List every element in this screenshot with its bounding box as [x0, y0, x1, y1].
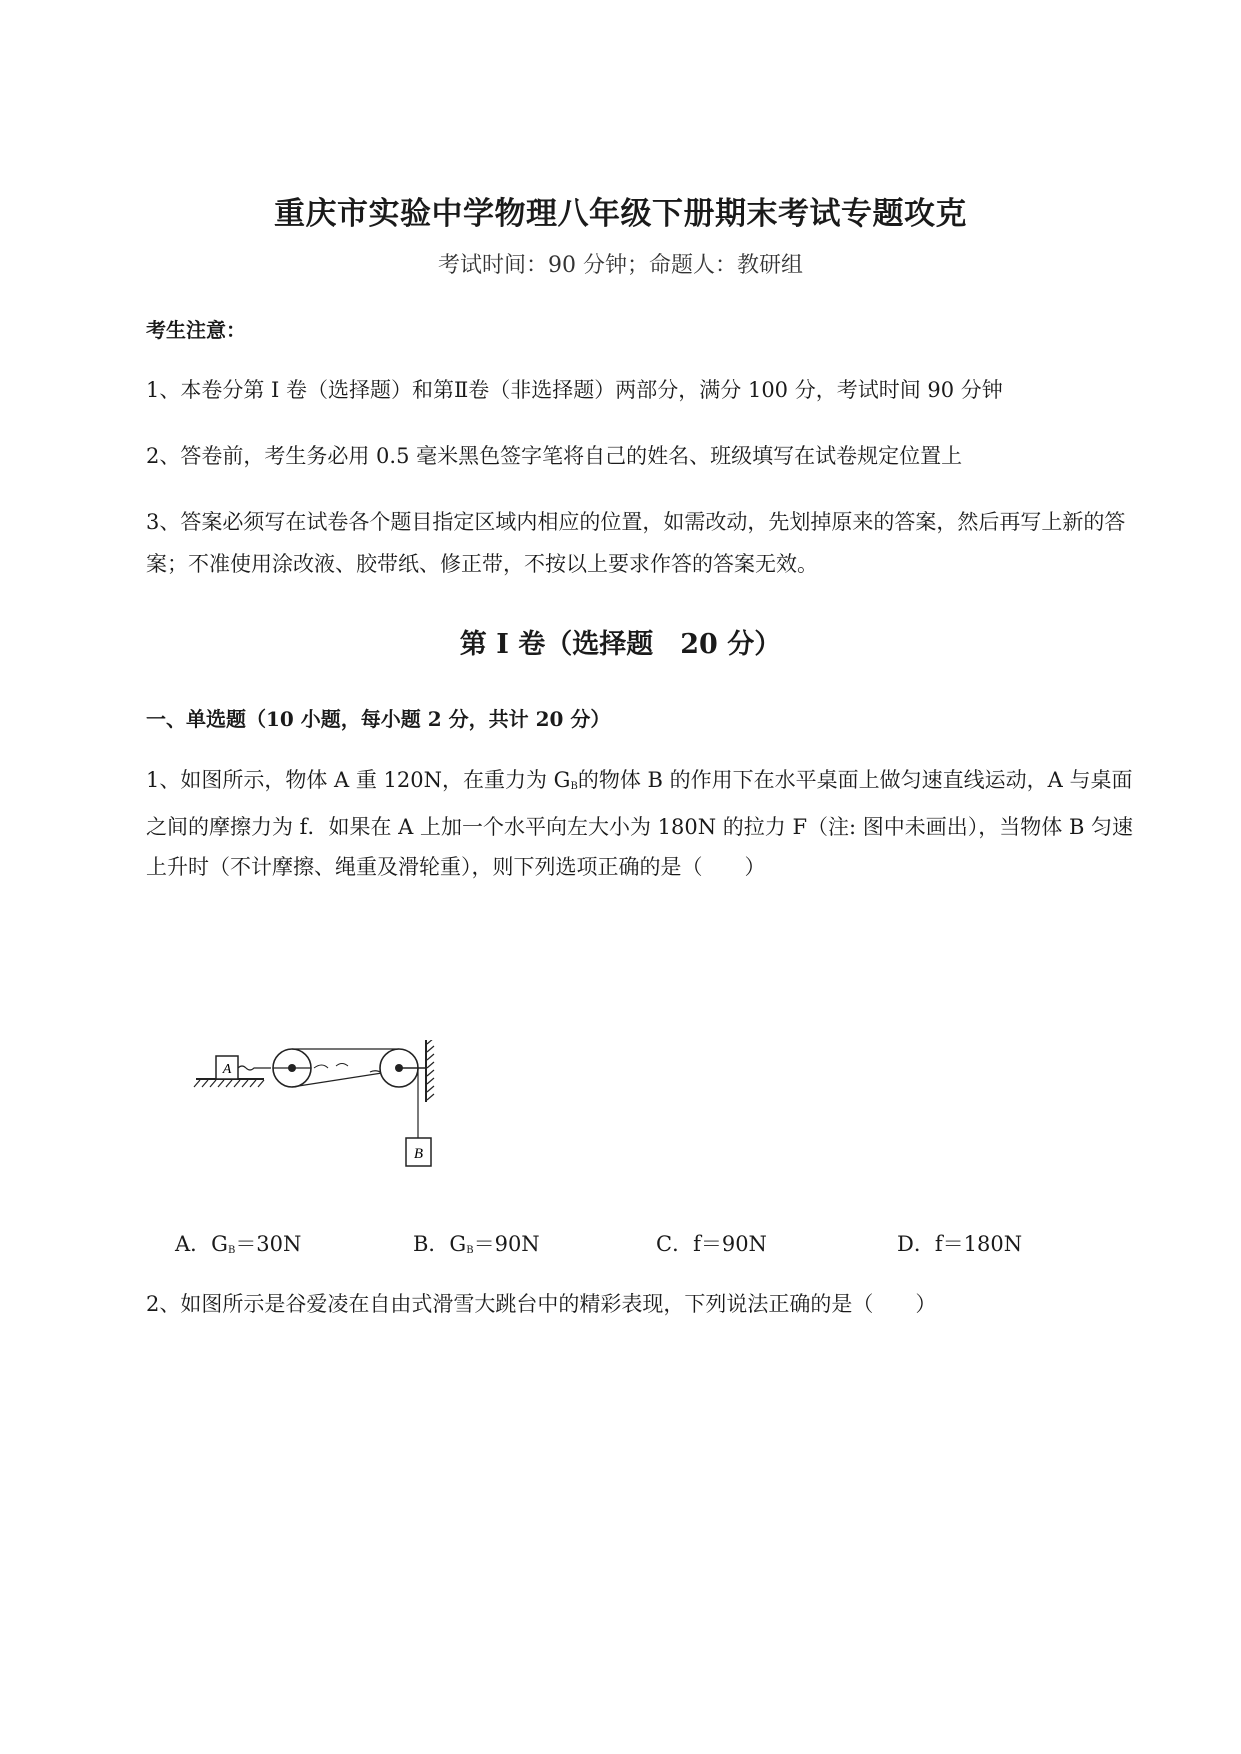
pulley-diagram [190, 1040, 450, 1180]
q1-text-a: 1、如图所示，物体 A 重 120N，在重力为 G [146, 768, 571, 792]
question-1-text [146, 760, 1146, 887]
block-b-label: B [413, 1146, 424, 1162]
exam-info: 考试时间：90 分钟；命题人：教研组 [438, 253, 803, 278]
option-b[interactable]: B．$G_B=90N$ [413, 1232, 540, 1256]
rope-a [238, 1066, 271, 1070]
section-title: 第 I 卷（选择题 20 分） [459, 629, 782, 660]
q1-text-b: 的物体 B 的作用下在水平桌面上做匀速直线运动，A 与桌面之间的摩擦力为 f．如果在 A 上加一个水平向左大小为 180N 的拉力 F（注: 图中未画出），当物体 B 匀速上升时（不计摩擦、绳重及滑轮重），则下列选项正确的是（ ） [146, 768, 1134, 879]
notice-item-2: 2、答卷前，考生务必用 0.5 毫米黑色签字笔将自己的姓名、班级填写在试卷规定位置上 [146, 444, 963, 468]
notice-item-1: 1、本卷分第 I 卷（选择题）和第Ⅱ卷（非选择题）两部分，满分 100 分，考试时间 90 分钟 [146, 378, 1003, 402]
table-hatch [194, 1080, 264, 1087]
notice-heading: 考生注意： [146, 318, 246, 342]
block-a-label: A [222, 1062, 232, 1077]
page-title: 重庆市实验中学物理八年级下册期末考试专题攻克 [274, 196, 967, 232]
wall-hatch [427, 1040, 434, 1100]
q1-subscript: B [570, 781, 578, 792]
part-heading: 一、单选题（10 小题，每小题 2 分，共计 20 分） [146, 707, 611, 731]
option-c[interactable]: C．f＝90N [656, 1232, 767, 1256]
option-a[interactable]: A．$G_B=30N$ [175, 1232, 302, 1256]
question-2-text: 2、如图所示是谷爱凌在自由式滑雪大跳台中的精彩表现，下列说法正确的是（ ） [146, 1292, 937, 1316]
option-d[interactable]: D．f＝180N [897, 1232, 1023, 1256]
notice-item-3: 3、答案必须写在试卷各个题目指定区域内相应的位置，如需改动，先划掉原来的答案，然后再写上新的答案；不准使用涂改液、胶带纸、修正带，不按以上要求作答的答案无效。 [146, 510, 1126, 576]
